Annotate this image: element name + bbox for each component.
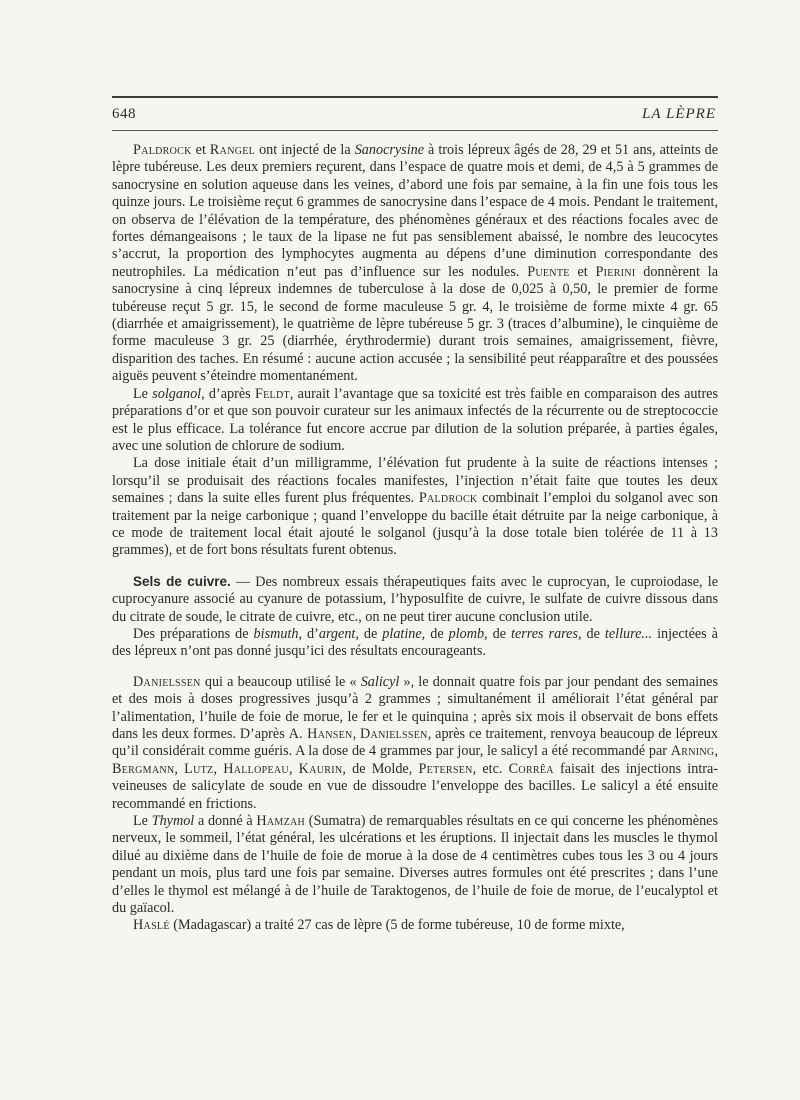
author-name: Bergmann xyxy=(112,760,175,777)
header-rule xyxy=(112,130,718,131)
drug-name: Thymol xyxy=(151,813,195,830)
drug-name: argent, xyxy=(318,625,359,642)
paragraph-cuivre: Sels de cuivre. — Des nombreux essais thérapeutiques faits avec le cuprocyan, le cuproiodase, le cuprocyanure associé au cyanure de potassium, l’hyposulfite de cuivre, le sulfate de cuivre dissous dans du citrate de soude, le citrate de cuivre, etc., on ne peut tirer aucune conclusion utile. xyxy=(112,573,718,625)
drug-name: platine, xyxy=(382,625,426,642)
drug-name: tellure... xyxy=(604,625,653,642)
author-name: Hallopeau xyxy=(223,760,289,777)
paragraph-solganol: Le solganol, d’après Feldt, aurait l’avantage que sa toxicité est très faible en comparaison des autres préparations d’or et que son pouvoir curateur sur les animaux infectés de la récurrente ou de streptococcie est le plus efficace. La tolérance fut encore accrue par dilution de la solution préparée, à parties égales, avec une solution de chlorure de sodium. xyxy=(112,385,718,454)
author-name: Haslé xyxy=(133,917,170,934)
author-name: Feldt xyxy=(254,385,290,402)
author-name: A. Hansen xyxy=(288,726,353,742)
author-name: Lutz xyxy=(184,760,214,777)
section-heading: Sels de cuivre. xyxy=(133,573,231,589)
author-name: Paldrock xyxy=(418,490,478,507)
paragraph-salicyl: Danielssen qui a beaucoup utilisé le « Salicyl », le donnait quatre fois par jour pendant des semaines et des mois à doses progressives jusqu’à 2 grammes ; simultanément il améliorait l’état général par l’alimentation, l’huile de foie de morue, le fer et le quinquina ; après six mois il observait de bons effets dans les deux formes. D’après A. Hansen, Danielssen, après ce traitement, renvoya beaucoup de lépreux qu’il considérait comme guéris. A la dose de 4 grammes par jour, le salicyl a été recommandé par Arning, Bergmann, Lutz, Hallopeau, Kaurin, de Molde, Petersen, etc. Corrêa faisait des injections intra-veineuses de salicylate de soude en vue de dissoudre l’enveloppe des bacilles. Le salicyl a été ensuite recommandé en frictions. xyxy=(112,673,719,812)
author-name: Rangel xyxy=(209,142,256,158)
drug-name: terres rares, xyxy=(511,625,582,642)
drug-name: solganol, xyxy=(152,385,205,402)
paragraph-preparations: Des préparations de bismuth, d’argent, de platine, de plomb, de terres rares, de tellure... injectées à des lépreux n’ont pas donné jusqu’ici des résultats encourageants. xyxy=(112,625,718,660)
page-header xyxy=(112,106,718,128)
paragraph-hasle: Haslé (Madagascar) a traité 27 cas de lèpre (5 de forme tubéreuse, 10 de forme mixte, xyxy=(133,917,625,934)
drug-name: bismuth, xyxy=(253,625,303,642)
author-name: Danielssen xyxy=(133,673,201,690)
paragraph-sanocrysine: Paldrock et Rangel ont injecté de la Sanocrysine à trois lépreux âgés de 28, 29 et 51 ans, atteints de lèpre tubéreuse. Les deux premiers reçurent, dans l’espace de quatre mois et demi, de 4,5 à 5 grammes de sanocrysine en solution aqueuse dans les veines, d’abord une fois par semaine, à la fin une fois tous les quinze jours. Le troisième reçut 6 grammes de sanocrysine dans l’espace de 4 mois. Pendant le traitement, on observa de l’élévation de la température, des phénomènes généraux et des réactions focales avec de fortes démangeaisons ; le taux de la lipase ne fut pas sensiblement abaissé, le nombre des leucocytes s’accrut, la proportion des lymphocytes augmenta au dépens d’une diminution correspondante des neutrophiles. La médication n’eut pas d’influence sur les nodules. Puente et Pierini donnèrent la sanocrysine à cinq lépreux indemnes de tuberculose à la dose de 0,025 à 0,50, le premier de forme tubéreuse reçut 5 gr. 15, le second de forme maculeuse 5 gr. 4, le troisième de forme mixte 4 gr. 65 (diarrhée et amaigrissement), le quatrième de lèpre tubéreuse 5 gr. 3 (traces d’albumine), le cinquième de forme maculeuse 3 gr. 25 (diarrhée, érythrodermie) durant trois semaines, amaigrissement, fièvre, disparition des taches. En résumé : aucune action accusée ; la sensibilité peut réapparaître et des poussées aiguës peuvent s’éteindre momentanément. xyxy=(112,142,718,385)
paragraph-thymol: Le Thymol a donné à Hamzah (Sumatra) de remarquables résultats en ce qui concerne les phénomènes nerveux, le sommeil, l’état général, les ulcérations et les éruptions. Il injectait dans les muscles le thymol dilué au dixième dans de l’huile de foie de morue à la dose de 4 centimètres cubes tous les 3 ou 4 jours pendant un mois, plus tard une fois par semaine. Diverses autres formules ont été prescrites ; dans l’une d’elles le thymol est mélangé à de l’huile de Taraktogenos, de l’huile de foie de morue, de l’eucalyptol et du gaïacol. xyxy=(112,813,718,917)
author-name: Danielssen xyxy=(360,726,428,742)
author-name: Pierini xyxy=(595,263,636,280)
author-name: Corrêa xyxy=(508,760,554,777)
author-name: Hamzah xyxy=(256,813,306,830)
paragraph-dose: La dose initiale était d’un milligramme, l’élévation fut prudente à la suite de réactions intenses ; lorsqu’il se produisait des réactions focales manifestes, l’injection n’était faite que toutes les deux semaines ; dans la suite elles furent plus fréquentes. Paldrock combinait l’emploi du solganol avec son traitement par la neige carbonique ; quand l’enveloppe du bacille était détruite par la neige carbonique, à ce mode de traitement local était ajouté le solganol (jusqu’à la dose totale bien tolérée de 11 à 13 grammes), et de fort bons résultats furent obtenus. xyxy=(112,455,718,559)
author-name: Paldrock xyxy=(133,142,192,158)
author-name: Puente xyxy=(527,263,570,280)
body-text xyxy=(112,142,718,935)
author-name: Petersen xyxy=(418,760,473,777)
drug-name: plomb, xyxy=(448,625,488,642)
page-number: 648 xyxy=(112,106,136,122)
drug-name: Sanocrysine xyxy=(354,142,425,158)
top-rule xyxy=(112,96,718,98)
author-name: Kaurin xyxy=(298,760,343,777)
author-name: Arning xyxy=(670,743,715,760)
running-title: LA LÈPRE xyxy=(642,106,716,122)
drug-name: Salicyl xyxy=(360,673,400,690)
